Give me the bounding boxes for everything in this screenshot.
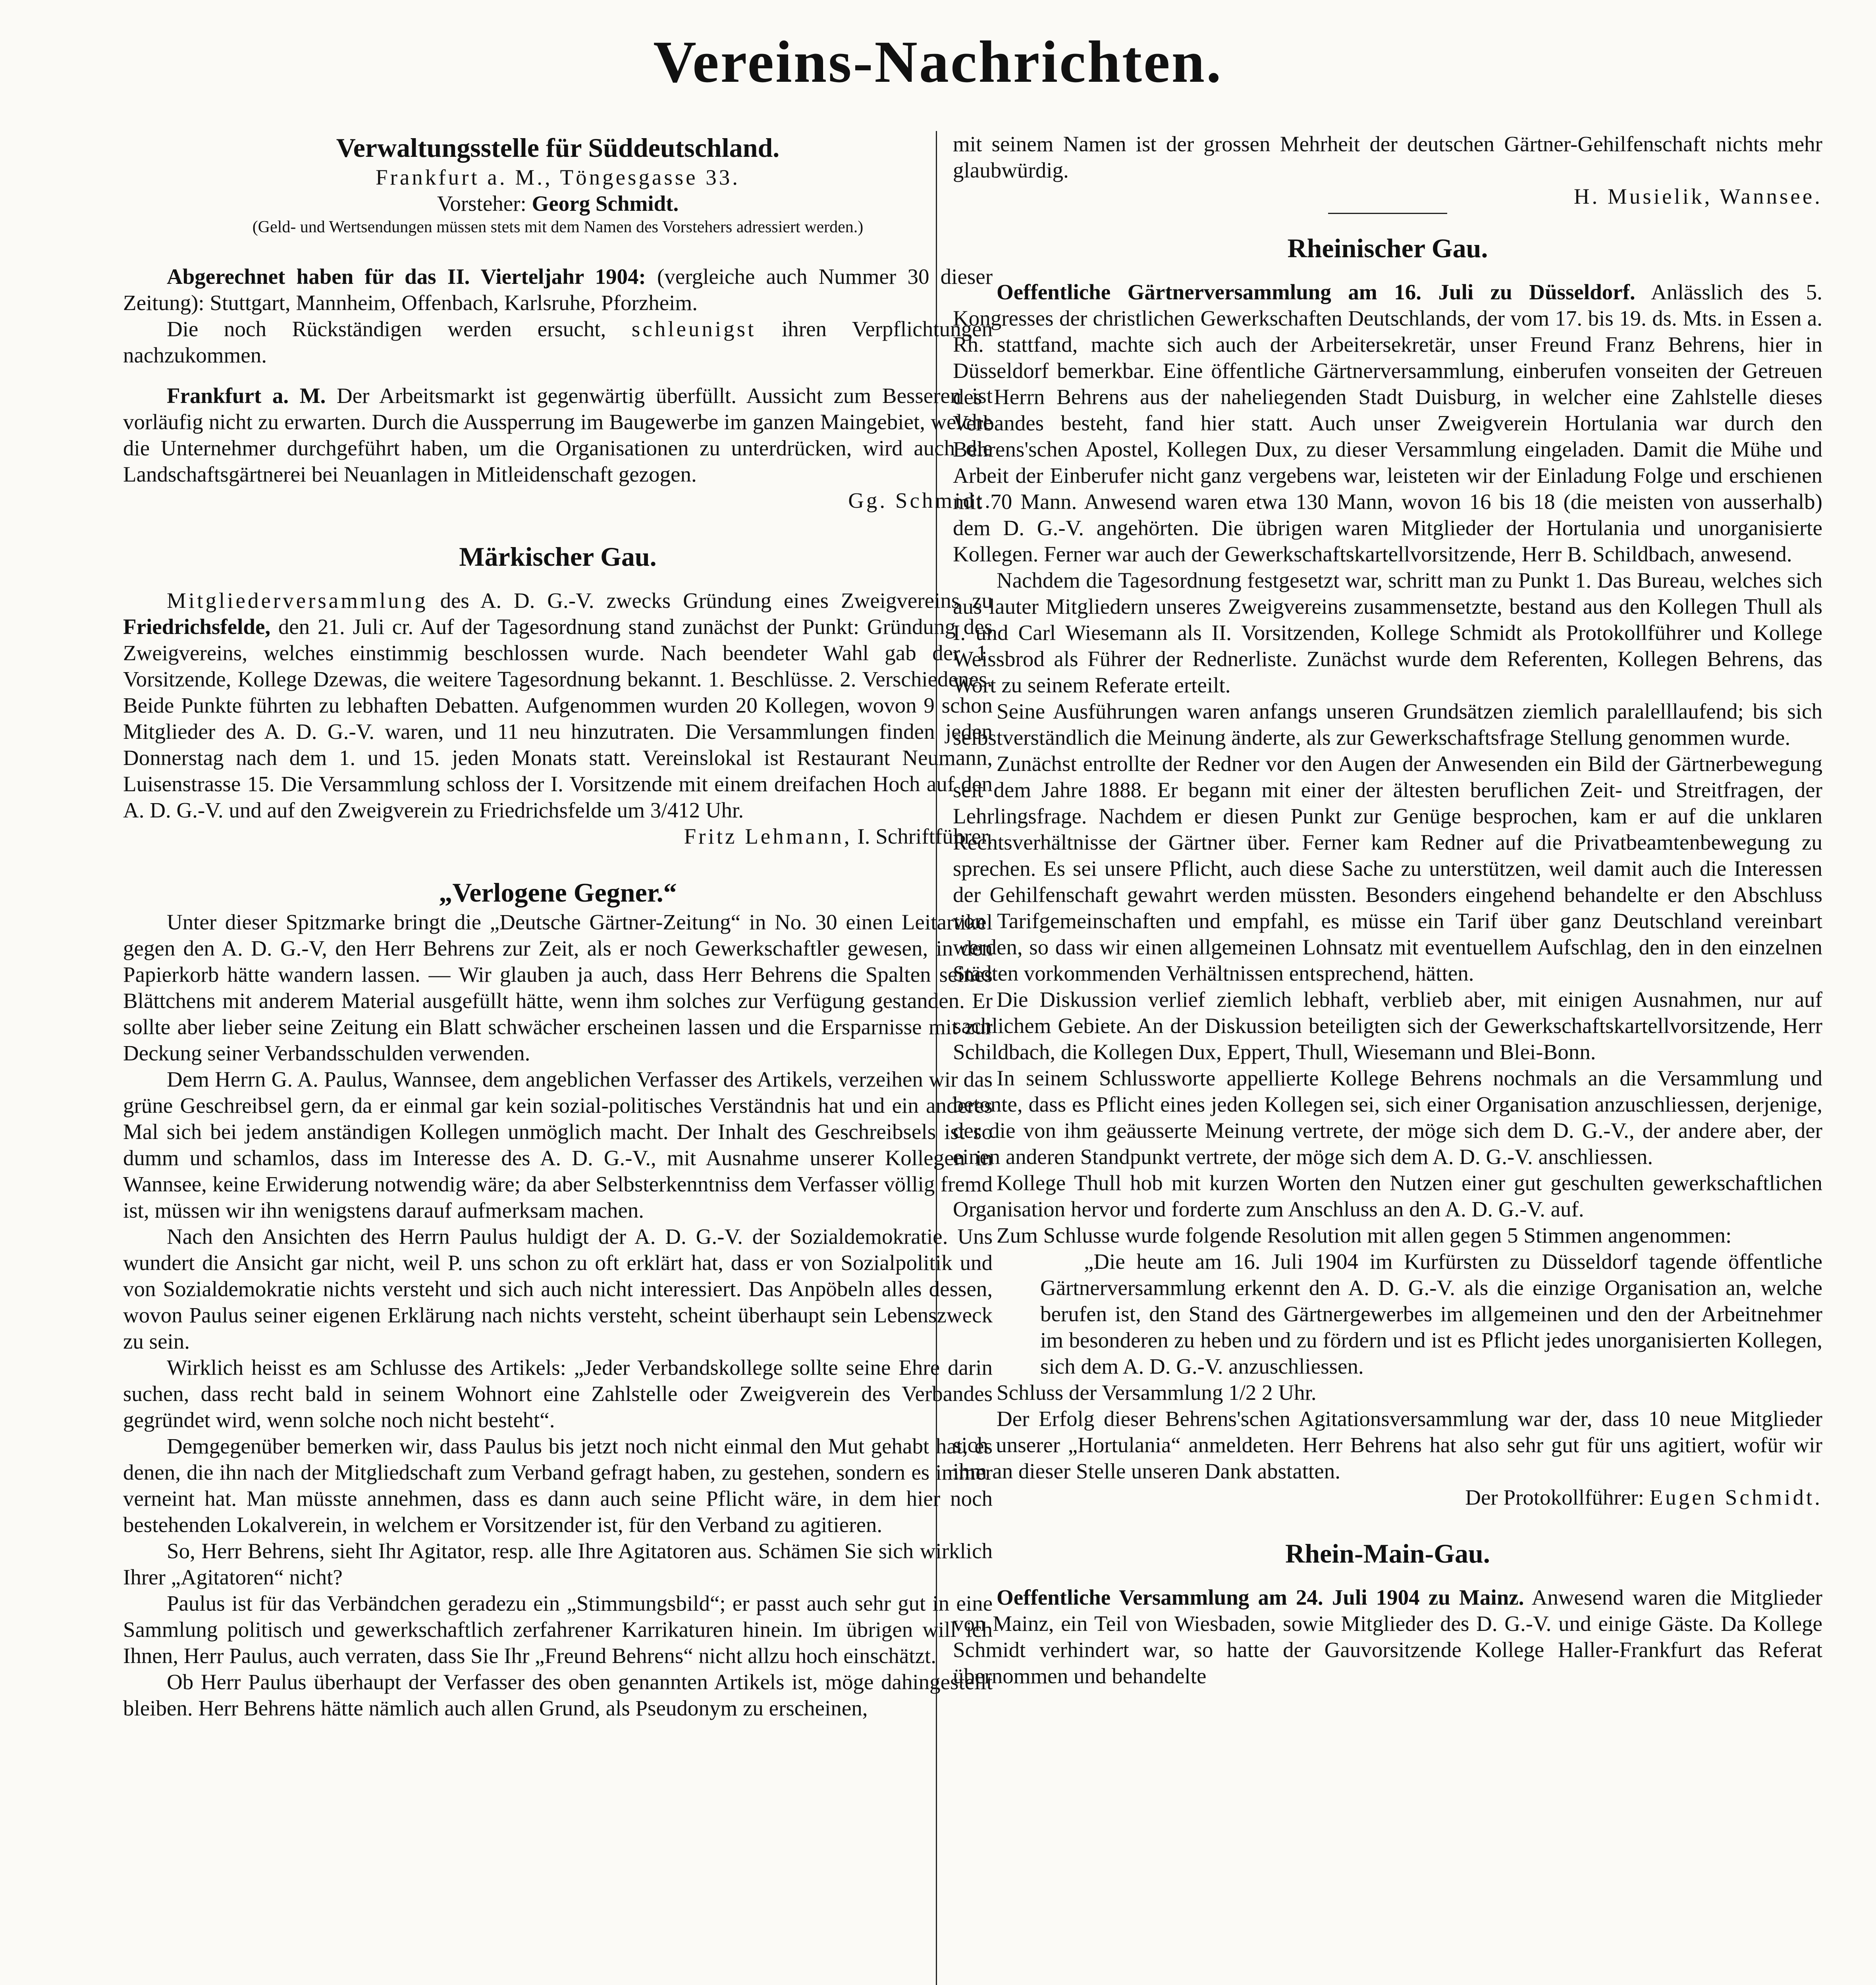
office-head-label: Vorsteher: (437, 191, 526, 216)
paragraph: Seine Ausführungen waren anfangs unseren Grundsätzen ziemlich paralelllaufend; bis sich selbstverständlich die Meinung änderte, als zur Gewerkschaftsfrage Stellung genommen wurde. (953, 699, 1822, 750)
paragraph (123, 588, 993, 823)
paragraph-lead: Frankfurt a. M. (167, 384, 326, 408)
signature-role: Der Protokollführer: (1465, 1485, 1644, 1509)
paragraph: Unter dieser Spitzmarke bringt die „Deutsche Gärtner-Zeitung“ in No. 30 einen Leitartikel gegen den A. D. G.-V, den Herr Behrens zur Zeit, als er noch Gewerkschaftler gewesen, in den Papierkorb hätte wandern lassen. — Wir glauben ja auch, dass Herr Behrens die Spalten seines Blättchens mit anderem Material ausgefüllt hätte, wenn ihm solches zur Verfügung gestanden. Er sollte aber lieber seine Zeitung ein Blatt schwächer erscheinen lassen und die Ersparnisse mit zur Deckung seiner Verbandsschulden verwenden. (123, 910, 993, 1065)
paragraph (953, 279, 1822, 567)
emphasis-text: Mitgliederversammlung (167, 588, 428, 613)
section-heading-maerkischer-gau: Märkischer Gau. (459, 542, 657, 572)
paragraph-text: den 21. Juli cr. Auf der Tagesordnung stand zunächst der Punkt: Gründung des Zweigvereins, welches einstimmig beschlossen wurde. Nach beendeter Wahl gab der 1. Vorsitzende, Kollege Dzewas, die weitere Tagesordnung bekannt. 1. Beschlüsse. 2. Verschiedenes. Beide Punkte führten zu lebhaften Debatten. Aufgenommen wurden 20 Kollegen, wovon 9 schon Mitglieder des A. D. G.-V. waren, und 11 neu hinzutraten. Die Versammlungen finden jeden Donnerstag nach dem 1. und 15. jeden Monats statt. Vereinslokal ist Restaurant Neumann, Luisenstrasse 15. Die Versammlung schloss der I. Vorsitzende mit einem dreifachen Hoch auf den A. D. G.-V. und auf den Zweigverein zu Friedrichsfelde um 3/412 Uhr. (123, 615, 993, 822)
paragraph-text: Anwesend waren die Mitglieder von Mainz, ein Teil von Wiesbaden, sowie Mitglieder des D. G.-V. und einige Gäste. Da Kollege Schmidt verhindert war, so hatte der Gauvorsitzende Kollege Haller-Frankfurt das Referat übernommen und behandelte (953, 1585, 1823, 1688)
left-column (123, 131, 993, 1721)
section-heading-verlogene-gegner: „Verlogene Gegner.“ (439, 877, 677, 908)
office-note: (Geld- und Wertsendungen müssen stets mit dem Namen des Vorstehers adressiert werden.) (252, 218, 864, 236)
paragraph (953, 1584, 1822, 1689)
paragraph-text: des A. D. G.-V. zwecks Gründung eines Zweigvereins zu (440, 588, 993, 613)
emphasis-text: schleunigst (631, 317, 756, 341)
paragraph: Wirklich heisst es am Schlusse des Artikels: „Jeder Verbandskollege sollte seine Ehre darin suchen, dass recht bald in seinem Wohnort eine Zahlstelle oder Zweigverein des Verbandes gegründet wird, wenn solche noch nicht besteht“. (123, 1355, 993, 1432)
right-column (953, 131, 1822, 1689)
paragraph-lead: Oeffentliche Gärtnerversammlung am 16. Juli zu Düsseldorf. (997, 280, 1635, 304)
masthead-title: Vereins-Nachrichten. (653, 29, 1223, 95)
signature-name: Fritz Lehmann, (684, 824, 852, 848)
signature: Gg. Schmidt. (848, 488, 993, 513)
signature-name: Eugen Schmidt. (1649, 1485, 1822, 1509)
paragraph (123, 316, 993, 368)
signature: H. Musielik, Wannsee. (1573, 184, 1822, 208)
paragraph-text: Die noch Rückständigen werden ersucht, (167, 317, 606, 341)
section-heading-rhein-main-gau: Rhein-Main-Gau. (1285, 1538, 1490, 1569)
paragraph-lead: Abgerechnet haben für das II. Vierteljahr 1904: (167, 264, 646, 289)
signature (953, 1484, 1822, 1511)
paragraph: Schluss der Versammlung 1/2 2 Uhr. (997, 1380, 1317, 1405)
paragraph: Nachdem die Tagesordnung festgesetzt war, schritt man zu Punkt 1. Das Bureau, welches sich aus lauter Mitgliedern unseres Zweigvereins zusammensetzte, bestand aus den Kollegen Thull als I. und Carl Wiesemann als II. Vorsitzenden, Kollege Schmidt als Protokollführer und Kollege Weissbrod als Führer der Rednerliste. Zunächst wurde dem Referenten, Kollegen Behrens, das Wort zu seinem Referate erteilt. (953, 568, 1822, 697)
separator-rule (1328, 213, 1447, 214)
paragraph: Zum Schlusse wurde folgende Resolution mit allen gegen 5 Stimmen angenommen: (997, 1223, 1732, 1247)
section-heading-rheinischer-gau: Rheinischer Gau. (1287, 233, 1488, 263)
signature (123, 823, 993, 850)
paragraph-text: Anlässlich des 5. Kongresses der christlichen Gewerkschaften Deutschlands, der vom 17. bis 19. ds. Mts. in Essen a. Rh. stattfand, machte sich auch der Arbeitersekretär, unser Freund Franz Behrens, hier in Düsseldorf bemerkbar. Eine öffentliche Gärtnerversammlung, einberufen vonseiten der Getreuen des Herrn Behrens aus der naheliegenden Stadt Duisburg, in welcher eine Zahlstelle dieses Verbandes besteht, fand hier statt. Auch unser Zweigverein Hortulania war durch den Behrens'schen Apostel, Kollegen Dux, zu dieser Versammlung eingeladen. Damit die Mühe und Arbeit der Einberufer nicht ganz vergebens war, leisteten wir der Einladung Folge und erschienen mit 70 Mann. Anwesend waren etwa 130 Mann, wovon 16 bis 18 (die meisten von ausserhalb) dem D. G.-V. angehörten. Die übrigen waren Mitglieder der Hortulania und unorganisierte Kollegen. Ferner war auch der Gewerkschaftskartellvorsitzende, Herr B. Schildbach, anwesend. (953, 280, 1823, 566)
place-name: Friedrichsfelde, (123, 615, 271, 639)
paragraph-lead: Oeffentliche Versammlung am 24. Juli 1904 zu Mainz. (997, 1585, 1524, 1609)
office-head-name: Georg Schmidt. (532, 191, 679, 216)
paragraph: Kollege Thull hob mit kurzen Worten den Nutzen einer gut geschulten gewerkschaftlichen Organisation hervor und forderte zum Anschluss an den A. D. G.-V. auf. (953, 1171, 1822, 1221)
signature-role: I. Schriftführer. (857, 824, 993, 848)
office-address: Frankfurt a. M., Töngesgasse 33. (375, 165, 740, 189)
paragraph: In seinem Schlussworte appellierte Kollege Behrens nochmals an die Versammlung und betonte, dass es Pflicht eines jeden Kollegen sei, sich einer Organisation anzuschliessen, derjenige, der die von ihm geäusserte Meinung vertrete, der möge sich dem D. G.-V., der andere aber, der einen anderen Standpunkt vertrete, der möge sich dem A. D. G.-V. anschliessen. (953, 1066, 1822, 1169)
paragraph: Paulus ist für das Verbändchen geradezu ein „Stimmungsbild“; er passt auch sehr gut in eine Sammlung politisch und gewerkschaftlich zerfahrener Karrikaturen hinein. Im übrigen will ich Ihnen, Herr Paulus, auch verraten, dass Sie Ihr „Freund Behrens“ nicht allzu hoch einschätzt. (123, 1591, 993, 1668)
paragraph: Zunächst entrollte der Redner vor den Augen der Anwesenden ein Bild der Gärtnerbewegung seit dem Jahre 1888. Er begann mit einer der ältesten beruflichen Zeit- und Streitfragen, der Lehrlingsfrage. Nachdem er diesen Punkt zur Genüge besprochen, kam er auf die unklaren Rechtsverhältnisse der Gärtner über. Ferner kam Redner auf die Privatbeamtenbewegung zu sprechen. Es sei unsere Pflicht, auch diese Sache zu unterstützen, weil damit auch die Interessen der Gehilfenschaft gewahrt werden müssten. Besonders eingehend behandelte er den Abschluss von Tarifgemeinschaften und empfahl, es müsse ein Tarif über ganz Deutschland vereinbart werden, so dass wir einen allgemeinen Lohnsatz mit eventuellem Aufschlag, den in den einzelnen Städten vorkommenden Verhältnissen entsprechend, hätten. (953, 752, 1822, 985)
paragraph: So, Herr Behrens, sieht Ihr Agitator, resp. alle Ihre Agitatoren aus. Schämen Sie sich wirklich Ihrer „Agitatoren“ nicht? (123, 1539, 993, 1589)
paragraph: Die Diskussion verlief ziemlich lebhaft, verblieb aber, mit einigen Ausnahmen, nur auf sachlichem Gebiete. An der Diskussion beteiligten sich der Gewerkschaftskartellvorsitzende, Herr Schildbach, die Kollegen Dux, Eppert, Thull, Wiesemann und Blei-Bonn. (953, 987, 1822, 1064)
paragraph-text: ihren Verpflichtungen nachzukommen. (123, 317, 993, 367)
paragraph (123, 383, 993, 488)
office-head (123, 191, 993, 217)
paragraph: Demgegenüber bemerken wir, dass Paulus bis jetzt noch nicht einmal den Mut gehabt hat, es denen, die ihn nach der Mitgliedschaft zum Verband gefragt haben, zu gestehen, sondern es immer verneint hat. Man müsste annehmen, dass es dann auch seine Pflicht wäre, in dem hier noch bestehenden Lokalverein, in welchem er Vorsitzender ist, für den Verband zu agitieren. (123, 1434, 993, 1537)
paragraph: Dem Herrn G. A. Paulus, Wannsee, dem angeblichen Verfasser des Artikels, verzeihen wir das grüne Geschreibsel gern, da er einmal gar kein sozial-politisches Verständnis hat und ein anderes Mal sich bei jedem anständigen Kollegen unmöglich macht. Der Inhalt des Geschreibsels ist so dumm und schamlos, dass im Interesse des A. D. G.-V., mit Ausnahme unserer Kollegen in Wannsee, keine Erwiderung notwendig wäre; da aber Selbsterkenntniss dem Verfasser völlig fremd ist, müssen wir ihn wenigstens darauf aufmerksam machen. (123, 1067, 993, 1222)
paragraph: Der Erfolg dieser Behrens'schen Agitationsversammlung war der, dass 10 neue Mitglieder sich unserer „Hortulania“ anmeldeten. Herr Behrens hat also sehr gut für uns agitiert, wofür wir ihm an dieser Stelle unseren Dank abstatten. (953, 1407, 1822, 1483)
paragraph-text: Der Arbeitsmarkt ist gegenwärtig überfüllt. Aussicht zum Besseren ist vorläufig nicht zu erwarten. Durch die Aussperrung im Baugewerbe im ganzen Maingebiet, welche die Unternehmer durchgeführt haben, um die Organisationen zu unterdrücken, wird auch die Landschaftsgärtnerei bei Neuanlagen in Mitleidenschaft gezogen. (123, 384, 993, 486)
section-heading-sueddeutschland: Verwaltungsstelle für Süddeutschland. (336, 133, 780, 163)
paragraph (123, 264, 993, 316)
paragraph: mit seinem Namen ist der grossen Mehrheit der deutschen Gärtner-Gehilfenschaft nichts mehr glaubwürdig. (953, 132, 1822, 182)
paragraph-text: (vergleiche auch Nummer 30 dieser Zeitung): Stuttgart, Mannheim, Offenbach, Karlsruhe, Pforzheim. (123, 264, 993, 315)
paragraph: Ob Herr Paulus überhaupt der Verfasser des oben genannten Artikels ist, möge dahingestellt bleiben. Herr Behrens hätte nämlich auch allen Grund, als Pseudonym zu erscheinen, (123, 1670, 993, 1720)
paragraph: Nach den Ansichten des Herrn Paulus huldigt der A. D. G.-V. der Sozialdemokratie. Uns wundert die Ansicht gar nicht, weil P. uns schon zu oft erklärt hat, dass er von Sozialpolitik und von Sozialdemokratie nichts versteht und sich auch nicht interessiert. Das Anpöbeln alles dessen, wovon Paulus seiner eigenen Erklärung nach nichts versteht, scheint überhaupt sein Lebenszweck zu sein. (123, 1224, 993, 1353)
resolution-quote: „Die heute am 16. Juli 1904 im Kurfürsten zu Düsseldorf tagende öffentliche Gärtnerversammlung erkennt den A. D. G.-V. als die einzige Organisation an, welche berufen ist, den Stand des Gärtnergewerbes im allgemeinen und den der Arbeitnehmer im besonderen zu heben und zu fördern und ist es Pflicht jedes unorganisierten Kollegen, sich dem A. D. G.-V. anzuschliessen. (1040, 1249, 1822, 1378)
